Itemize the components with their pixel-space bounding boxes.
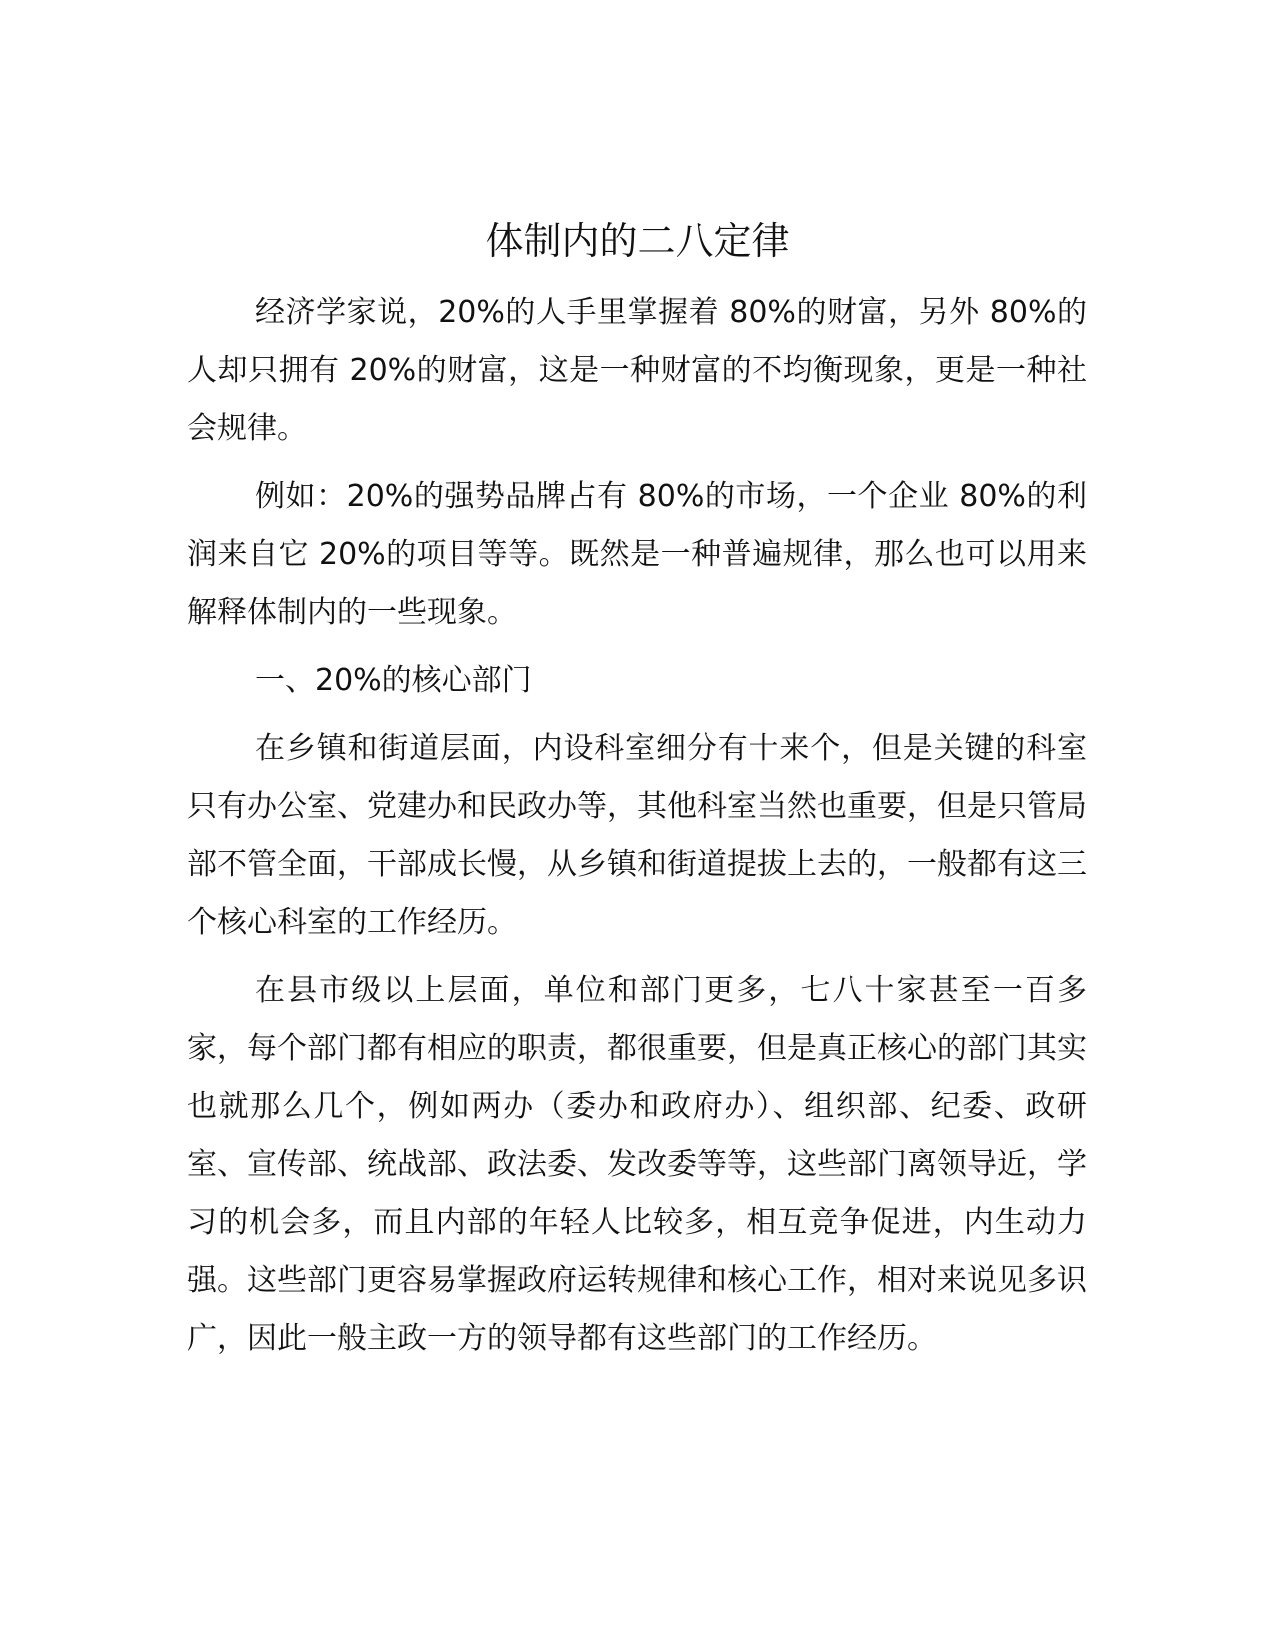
intro-paragraph-1: 经济学家说，20%的人手里掌握着 80%的财富，另外 80%的人却只拥有 20%的财富，这是一种财富的不均衡现象，更是一种社会规律。: [187, 295, 1087, 446]
section-heading: 一、20%的核心部门: [255, 663, 532, 698]
section-paragraph-2: 在县市级以上层面，单位和部门更多，七八十家甚至一百多家，每个部门都有相应的职责，都很重要，但是真正核心的部门其实也就那么几个，例如两办（委办和政府办）、组织部、纪委、政研室、宣传部、统战部、政法委、发改委等等，这些部门离领导近，学习的机会多，而且内部的年轻人比较多，相互竞争促进，内生动力强。这些部门更容易掌握政府运转规律和核心工作，相对来说见多识广，因此一般主政一方的领导都有这些部门的工作经历。: [187, 973, 1087, 1356]
document-title: 体制内的二八定律: [485, 219, 790, 263]
intro-paragraph-2: 例如：20%的强势品牌占有 80%的市场，一个企业 80%的利润来自它 20%的项目等等。既然是一种普遍规律，那么也可以用来解释体制内的一些现象。: [187, 479, 1087, 630]
document-body: [187, 284, 1087, 1378]
section-paragraph-1: 在乡镇和街道层面，内设科室细分有十来个，但是关键的科室只有办公室、党建办和民政办等，其他科室当然也重要，但是只管局部不管全面，干部成长慢，从乡镇和街道提拔上去的，一般都有这三个核心科室的工作经历。: [187, 731, 1087, 940]
